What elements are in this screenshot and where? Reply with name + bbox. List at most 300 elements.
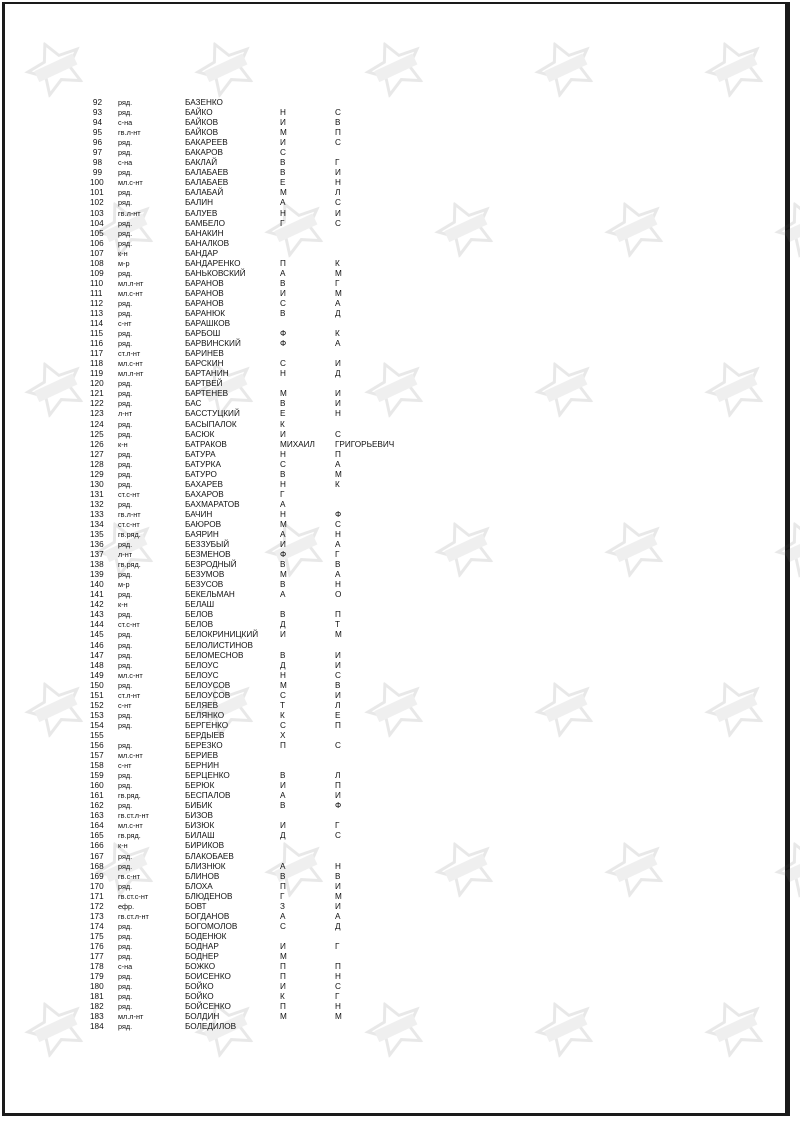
first-name-initial: И	[280, 781, 286, 791]
last-name: БАНЬКОВСКИЙ	[185, 268, 246, 278]
patronymic-initial: С	[335, 108, 341, 118]
last-name: БАЛУЕВ	[185, 208, 218, 218]
patronymic-initial: К	[335, 479, 340, 489]
patronymic-initial: Г	[335, 278, 340, 288]
last-name: БЛАКОБАЕВ	[185, 851, 234, 861]
list-item	[0, 369, 800, 379]
first-name-initial: Н	[280, 670, 286, 680]
rank: мл.с-нт	[118, 821, 143, 831]
list-item	[0, 98, 800, 108]
list-item	[0, 841, 800, 851]
row-number: 97	[92, 148, 102, 158]
list-item	[0, 339, 800, 349]
first-name-initial: В	[280, 871, 286, 881]
row-number: 120	[90, 379, 104, 389]
patronymic-initial: С	[335, 670, 341, 680]
rank: ст.л-нт	[118, 690, 141, 700]
row-number: 143	[90, 610, 104, 620]
patronymic-initial: Н	[335, 1002, 341, 1012]
list-item	[0, 239, 800, 249]
rank: ряд.	[118, 801, 133, 811]
last-name: БЕЗРОДНЫЙ	[185, 560, 237, 570]
last-name: БАЙКО	[185, 108, 213, 118]
rank: гв.л-нт	[118, 509, 141, 519]
patronymic-initial: С	[335, 831, 341, 841]
row-number: 158	[90, 761, 104, 771]
rank: ряд.	[118, 941, 133, 951]
rank: ряд.	[118, 851, 133, 861]
row-number: 156	[90, 741, 104, 750]
rank: к-н	[118, 600, 128, 610]
first-name-initial: Е	[280, 178, 286, 188]
first-name-initial: Д	[280, 831, 286, 841]
list-item	[0, 329, 800, 339]
last-name: БЛЮДЕНОВ	[185, 891, 233, 901]
rank: ряд.	[118, 98, 133, 107]
row-number: 177	[90, 951, 104, 961]
list-item	[0, 791, 800, 801]
rank: ряд.	[118, 419, 133, 429]
first-name-initial: Н	[280, 509, 286, 519]
rank: мл.л-нт	[118, 369, 144, 379]
row-number: 93	[92, 108, 102, 118]
list-item	[0, 550, 800, 560]
list-item	[0, 731, 800, 741]
rank: гв.л-нт	[118, 128, 141, 138]
patronymic-initial: А	[335, 298, 341, 308]
patronymic-initial: Г	[335, 158, 340, 168]
last-name: БЕЗЗУБЫЙ	[185, 540, 230, 550]
last-name: БАТРАКОВ	[185, 439, 227, 449]
last-name: БОГОМОЛОВ	[185, 921, 238, 931]
first-name-initial: З	[280, 901, 285, 911]
patronymic-initial: Л	[335, 771, 341, 781]
row-number: 136	[90, 540, 104, 550]
first-name-initial: Н	[280, 479, 286, 489]
last-name: БЕРЮК	[185, 781, 215, 791]
patronymic-initial: А	[335, 911, 341, 921]
first-name-initial: В	[280, 560, 286, 570]
first-name-initial: Н	[280, 369, 286, 379]
rank: ряд.	[118, 680, 133, 690]
last-name: БАНДАР	[185, 248, 219, 258]
row-number: 112	[90, 298, 104, 308]
last-name: БЕЛАШ	[185, 600, 215, 610]
list-item	[0, 520, 800, 530]
patronymic-initial: И	[335, 650, 341, 660]
patronymic-initial: И	[335, 660, 341, 670]
rank: ряд.	[118, 449, 133, 459]
list-item	[0, 229, 800, 239]
row-number: 179	[90, 972, 104, 982]
patronymic-initial: А	[335, 339, 341, 349]
list-item	[0, 570, 800, 580]
first-name-initial: С	[280, 690, 286, 700]
patronymic-initial: Н	[335, 409, 341, 419]
row-number: 170	[90, 881, 104, 891]
patronymic-initial: Н	[335, 972, 341, 982]
last-name: БОДЕНЮК	[185, 931, 227, 941]
row-number: 157	[90, 751, 104, 761]
list-item	[0, 671, 800, 681]
first-name-initial: К	[280, 419, 285, 429]
list-item	[0, 992, 800, 1002]
first-name-initial: Ф	[280, 329, 287, 339]
rank: ряд.	[118, 188, 133, 198]
first-name-initial: Г	[280, 218, 285, 228]
patronymic-initial: М	[335, 288, 342, 298]
patronymic-initial: П	[335, 962, 341, 972]
last-name: БЕРГЕНКО	[185, 720, 229, 730]
last-name: БАКАРЕЕВ	[185, 138, 228, 148]
rank: ряд.	[118, 238, 133, 248]
rank: л-нт	[118, 409, 133, 419]
row-number: 147	[90, 650, 104, 660]
first-name-initial: В	[280, 610, 286, 620]
last-name: БАЛИН	[185, 198, 214, 208]
row-number: 169	[90, 871, 104, 881]
last-name: БАЙКОВ	[185, 118, 219, 128]
row-number: 96	[92, 138, 102, 148]
list-item	[0, 188, 800, 198]
list-item	[0, 962, 800, 972]
rank: ряд.	[118, 921, 133, 931]
list-item	[0, 892, 800, 902]
list-item	[0, 440, 800, 450]
row-number: 173	[90, 911, 104, 921]
patronymic-initial: С	[335, 198, 341, 208]
first-name-initial: П	[280, 962, 286, 972]
list-item	[0, 651, 800, 661]
rank: ряд.	[118, 590, 133, 600]
row-number: 163	[90, 811, 104, 821]
first-name-initial: В	[280, 399, 286, 409]
last-name: БОЛДИН	[185, 1012, 220, 1022]
first-name-initial: К	[280, 992, 285, 1002]
patronymic-initial: Г	[335, 821, 340, 831]
rank: мл.с-нт	[118, 359, 143, 369]
last-name: БАРАНОВ	[185, 278, 224, 288]
patronymic-initial: И	[335, 690, 341, 700]
last-name: БАРТВЕЙ	[185, 379, 223, 389]
last-name: БЕЗУСОВ	[185, 580, 224, 590]
last-name: БЕРИЕВ	[185, 751, 219, 761]
patronymic-initial: С	[335, 218, 341, 228]
list-item	[0, 882, 800, 892]
first-name-initial: Г	[280, 891, 285, 901]
first-name-initial: В	[280, 278, 286, 288]
patronymic-initial: И	[335, 399, 341, 409]
last-name: БАЛАБАЕВ	[185, 168, 229, 178]
last-name: БАРАНОВ	[185, 288, 224, 298]
patronymic-initial: Л	[335, 700, 341, 710]
row-number: 131	[90, 489, 104, 499]
last-name: БЕРДЫЕВ	[185, 730, 225, 740]
row-number: 94	[92, 118, 102, 128]
first-name-initial: Д	[280, 660, 286, 670]
first-name-initial: А	[280, 791, 286, 801]
list-item	[0, 922, 800, 932]
list-item	[0, 279, 800, 289]
list-item	[0, 781, 800, 791]
row-number: 141	[90, 590, 104, 600]
patronymic-initial: Л	[335, 188, 341, 198]
list-item	[0, 148, 800, 158]
first-name-initial: М	[280, 188, 287, 198]
last-name: БЕЛОВ	[185, 620, 214, 630]
patronymic-initial: П	[335, 781, 341, 791]
last-name: БОВТ	[185, 901, 207, 911]
first-name-initial: Ф	[280, 339, 287, 349]
first-name-initial: Д	[280, 620, 286, 630]
list-item	[0, 852, 800, 862]
rank: ряд.	[118, 399, 133, 409]
last-name: БЕРНИН	[185, 761, 220, 771]
patronymic-initial: А	[335, 570, 341, 580]
row-number: 134	[90, 519, 104, 529]
first-name-initial: С	[280, 459, 286, 469]
first-name-initial: С	[280, 921, 286, 931]
rank: ряд.	[118, 168, 133, 178]
row-number: 109	[90, 268, 104, 278]
patronymic-initial: Е	[335, 710, 341, 720]
row-number: 139	[90, 570, 104, 580]
rank: ряд.	[118, 108, 133, 118]
list-item	[0, 831, 800, 841]
list-item	[0, 771, 800, 781]
row-number: 105	[90, 228, 104, 238]
last-name: БЕЗМЕНОВ	[185, 550, 231, 560]
list-item	[0, 872, 800, 882]
rank: ряд.	[118, 771, 133, 781]
first-name-initial: П	[280, 258, 286, 268]
list-item	[0, 952, 800, 962]
rank: гв.ряд.	[118, 560, 141, 570]
last-name: БОИСЕНКО	[185, 972, 231, 982]
list-item	[0, 681, 800, 691]
rank: ряд.	[118, 781, 133, 791]
row-number: 101	[90, 188, 104, 198]
rank: мл.с-нт	[118, 178, 143, 188]
last-name: БЕЛЯНКО	[185, 710, 225, 720]
list-item	[0, 460, 800, 470]
list-item	[0, 118, 800, 128]
rank: ряд.	[118, 459, 133, 469]
row-number: 152	[90, 700, 104, 710]
row-number: 154	[90, 720, 104, 730]
rank: с-на	[118, 118, 133, 128]
row-number: 125	[90, 429, 104, 439]
rank: к-н	[118, 248, 128, 258]
list-item	[0, 912, 800, 922]
last-name: БАРАНЮК	[185, 308, 225, 318]
rank: ряд.	[118, 720, 133, 730]
last-name: БОЙКО	[185, 992, 214, 1002]
list-item	[0, 349, 800, 359]
row-number: 117	[90, 349, 104, 359]
row-number: 168	[90, 861, 104, 871]
patronymic-initial: Г	[335, 992, 340, 1002]
last-name: БАРТЕНЕВ	[185, 389, 229, 399]
list-item	[0, 540, 800, 550]
last-name: БЕЛОВ	[185, 610, 214, 620]
first-name-initial: В	[280, 308, 286, 318]
row-number: 107	[90, 248, 104, 258]
last-name: БАТУРКА	[185, 459, 221, 469]
row-number: 102	[90, 198, 104, 208]
row-number: 165	[90, 831, 104, 841]
rank: гв.ст.л-нт	[118, 911, 149, 921]
last-name: БАРАШКОВ	[185, 319, 231, 329]
row-number: 180	[90, 982, 104, 992]
list-item	[0, 249, 800, 259]
list-item	[0, 319, 800, 329]
rank: ряд.	[118, 218, 133, 228]
row-number: 142	[90, 600, 104, 610]
patronymic-initial: В	[335, 560, 341, 570]
first-name-initial: М	[280, 519, 287, 529]
rank: ряд.	[118, 982, 133, 992]
row-number: 108	[90, 258, 104, 268]
list-item	[0, 721, 800, 731]
patronymic-initial: О	[335, 590, 342, 600]
last-name: БАХМАРАТОВ	[185, 499, 240, 509]
last-name: БЕЛОУСОВ	[185, 690, 231, 700]
rank: ряд.	[118, 268, 133, 278]
patronymic-initial: И	[335, 791, 341, 801]
last-name: БАЧИН	[185, 509, 213, 519]
rank: ряд.	[118, 630, 133, 640]
row-number: 116	[90, 339, 104, 349]
patronymic-initial: И	[335, 901, 341, 911]
list-item	[0, 811, 800, 821]
first-name-initial: А	[280, 198, 286, 208]
list-item	[0, 379, 800, 389]
patronymic-initial: Ф	[335, 509, 342, 519]
patronymic-initial: М	[335, 469, 342, 479]
rank: ряд.	[118, 479, 133, 489]
last-name: БАКЛАЙ	[185, 158, 218, 168]
list-item	[0, 219, 800, 229]
first-name-initial: Г	[280, 489, 285, 499]
list-item	[0, 530, 800, 540]
patronymic-initial: С	[335, 138, 341, 148]
rank: с-на	[118, 158, 133, 168]
patronymic-initial: М	[335, 1012, 342, 1022]
row-number: 95	[92, 128, 102, 138]
patronymic-initial: Г	[335, 941, 340, 951]
list-item	[0, 590, 800, 600]
last-name: БАРИНЕВ	[185, 349, 224, 359]
last-name: БОДНЕР	[185, 951, 219, 961]
patronymic-initial: С	[335, 519, 341, 529]
list-item	[0, 480, 800, 490]
last-name: БЕЛОУСОВ	[185, 680, 231, 690]
last-name: БАЮРОВ	[185, 519, 222, 529]
list-item	[0, 982, 800, 992]
first-name-initial: А	[280, 268, 286, 278]
row-number: 99	[92, 168, 102, 178]
row-number: 159	[90, 771, 104, 781]
first-name-initial: В	[280, 771, 286, 781]
last-name: БЕСПАЛОВ	[185, 791, 231, 801]
last-name: БАСЮК	[185, 429, 215, 439]
patronymic-initial: В	[335, 871, 341, 881]
last-name: БЕЗУМОВ	[185, 570, 225, 580]
first-name-initial: И	[280, 138, 286, 148]
patronymic-initial: В	[335, 118, 341, 128]
rank: с-на	[118, 962, 133, 972]
last-name: БАСЫПАЛОК	[185, 419, 237, 429]
rank: к-н	[118, 841, 128, 851]
first-name-initial: П	[280, 972, 286, 982]
row-number: 182	[90, 1002, 104, 1012]
list-item	[0, 600, 800, 610]
row-number: 137	[90, 550, 104, 560]
first-name-initial: М	[280, 128, 287, 138]
list-item	[0, 630, 800, 640]
row-number: 122	[90, 399, 104, 409]
first-name-initial: Х	[280, 730, 286, 740]
first-name-initial: Ф	[280, 550, 287, 560]
first-name-initial: А	[280, 911, 286, 921]
list-item	[0, 972, 800, 982]
first-name-initial: Е	[280, 409, 286, 419]
row-number: 119	[90, 369, 104, 379]
row-number: 167	[90, 851, 104, 861]
last-name: БИРИКОВ	[185, 841, 225, 851]
row-number: 128	[90, 459, 104, 469]
row-number: 115	[90, 329, 104, 339]
rank: ряд.	[118, 640, 133, 650]
rank: мл.л-нт	[118, 278, 144, 288]
first-name-initial: Н	[280, 208, 286, 218]
rank: ряд.	[118, 389, 133, 399]
row-number: 166	[90, 841, 104, 851]
row-number: 183	[90, 1012, 104, 1022]
last-name: БАРСКИН	[185, 359, 224, 369]
first-name-initial: С	[280, 720, 286, 730]
rank: с-нт	[118, 700, 132, 710]
patronymic-initial: И	[335, 389, 341, 399]
first-name-initial: В	[280, 168, 286, 178]
last-name: БАЙКОВ	[185, 128, 219, 138]
rank: ряд.	[118, 660, 133, 670]
rank: мл.с-нт	[118, 288, 143, 298]
first-name-initial: С	[280, 148, 286, 158]
first-name-initial: А	[280, 530, 286, 540]
first-name-initial: В	[280, 158, 286, 168]
first-name-initial: А	[280, 499, 286, 509]
first-name-initial: И	[280, 118, 286, 128]
row-number: 181	[90, 992, 104, 1002]
patronymic-initial: Н	[335, 178, 341, 188]
list-item	[0, 821, 800, 831]
list-item	[0, 1012, 800, 1022]
last-name: БАХАРОВ	[185, 489, 224, 499]
last-name: БАС	[185, 399, 202, 409]
patronymic-initial: Ф	[335, 801, 342, 811]
list-item	[0, 209, 800, 219]
rank: м-р	[118, 258, 130, 268]
rank: ст.с-нт	[118, 489, 140, 499]
last-name: БЛИЗНЮК	[185, 861, 226, 871]
rank: ряд.	[118, 881, 133, 891]
list-item	[0, 299, 800, 309]
first-name-initial: П	[280, 1002, 286, 1012]
last-name: БАЗЕНКО	[185, 98, 223, 107]
last-name: БАССТУЦКИЙ	[185, 409, 240, 419]
